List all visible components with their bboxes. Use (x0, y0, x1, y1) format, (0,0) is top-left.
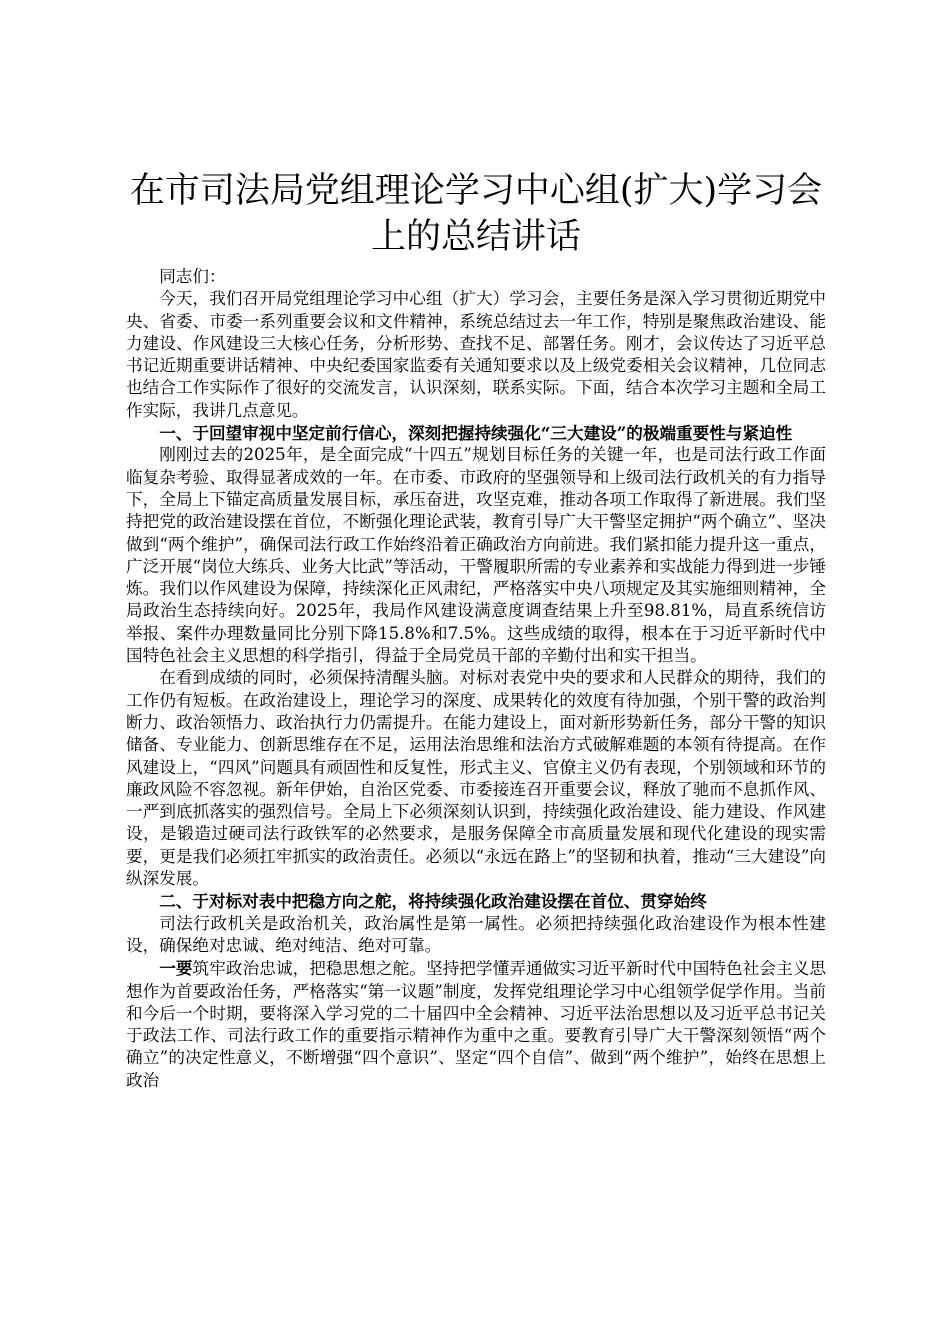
section1-paragraph-1: 刚刚过去的2025年，是全面完成“十四五”规划目标任务的关键一年，也是司法行政工作面临复杂考验、取得显著成效的一年。在市委、市政府的坚强领导和上级司法行政机关的有力指导下，全局上下锚定高质量发展目标，承压奋进，攻坚克难，推动各项工作取得了新进展。我们坚持把党的政治建设摆在首位，不断强化理论武装，教育引导广大干警坚定拥护“两个确立”、坚决做到“两个维护”，确保司法行政工作始终沿着正确政治方向前进。我们紧扣能力提升这一重点，广泛开展“岗位大练兵、业务大比武”等活动，干警履职所需的专业素养和实战能力得到进一步锤炼。我们以作风建设为保障，持续深化正风肃纪，严格落实中央八项规定及其实施细则精神，全局政治生态持续向好。2025年，我局作风建设满意度调查结果上升至98.81%，局直系统信访举报、案件办理数量同比分别下降15.8%和7.5%。这些成绩的取得，根本在于习近平新时代中国特色社会主义思想的科学指引，得益于全局党员干部的辛勤付出和实干担当。 (126, 445, 826, 666)
title-line-2: 上的总结讲话 (370, 217, 581, 257)
document-title (120, 168, 832, 260)
salutation: 同志们： (159, 267, 226, 286)
section-heading-2: 二、于对标对表中把稳方向之舵，将持续强化政治建设摆在首位、贯穿始终 (159, 891, 707, 912)
paragraph-lead-label: 一要 (159, 958, 193, 979)
title-line-1: 在市司法局党组理论学习中心组(扩大)学习会 (129, 171, 823, 211)
section2-paragraph-1: 司法行政机关是政治机关，政治属性是第一属性。必须把持续强化政治建设作为根本性建设，确保绝对忠诚、绝对纯洁、绝对可靠。 (126, 913, 826, 955)
section1-paragraph-2: 在看到成绩的同时，必须保持清醒头脑。对标对表党中央的要求和人民群众的期待，我们的工作仍有短板。在政治建设上，理论学习的深度、成果转化的效度有待加强，个别干警的政治判断力、政治领悟力、政治执行力仍需提升。在能力建设上，面对新形势新任务，部分干警的知识储备、专业能力、创新思维存在不足，运用法治思维和法治方式破解难题的本领有待提高。在作风建设上，“四风”问题具有顽固性和反复性，形式主义、官僚主义仍有表现，个别领域和环节的廉政风险不容忽视。新年伊始，自治区党委、市委接连召开重要会议，释放了驰而不息抓作风、一严到底抓落实的强烈信号。全局上下必须深刻认识到，持续强化政治建设、能力建设、作风建设，是锻造过硬司法行政铁军的必然要求，是服务保障全市高质量发展和现代化建设的现实需要，更是我们必须扛牢抓实的政治责任。必须以“永远在路上”的坚韧和执着，推动“三大建设”向纵深发展。 (126, 668, 826, 889)
paragraph-text: 筑牢政治忠诚，把稳思想之舵。坚持把学懂弄通做实习近平新时代中国特色社会主义思想作为首要政治任务，严格落实“第一议题”制度，发挥党组理论学习中心组领学促学作用。当前和今后一个时期，要将深入学习党的二十届四中全会精神、习近平法治思想以及习近平总书记关于政法工作、司法行政工作的重要指示精神作为重中之重。要教育引导广大干警深刻领悟“两个确立”的决定性意义，不断增强“四个意识”、坚定“四个自信”、做到“两个维护”，始终在思想上政治 (126, 959, 827, 1090)
section2-paragraph-2 (126, 957, 826, 1092)
document-body (126, 266, 826, 1092)
document-page (126, 168, 826, 1092)
section-heading-1: 一、于回望审视中坚定前行信心，深刻把握持续强化“三大建设”的极端重要性与紧迫性 (159, 423, 793, 444)
intro-paragraph: 今天，我们召开局党组理论学习中心组（扩大）学习会，主要任务是深入学习贯彻近期党中央、省委、市委一系列重要会议和文件精神，系统总结过去一年工作，特别是聚焦政治建设、能力建设、作风建设三大核心任务，分析形势、查找不足、部署任务。刚才，会议传达了习近平总书记近期重要讲话精神、中央纪委国家监委有关通知要求以及上级党委相关会议精神，几位同志也结合工作实际作了很好的交流发言，认识深刻，联系实际。下面，结合本次学习主题和全局工作实际，我讲几点意见。 (126, 289, 826, 420)
